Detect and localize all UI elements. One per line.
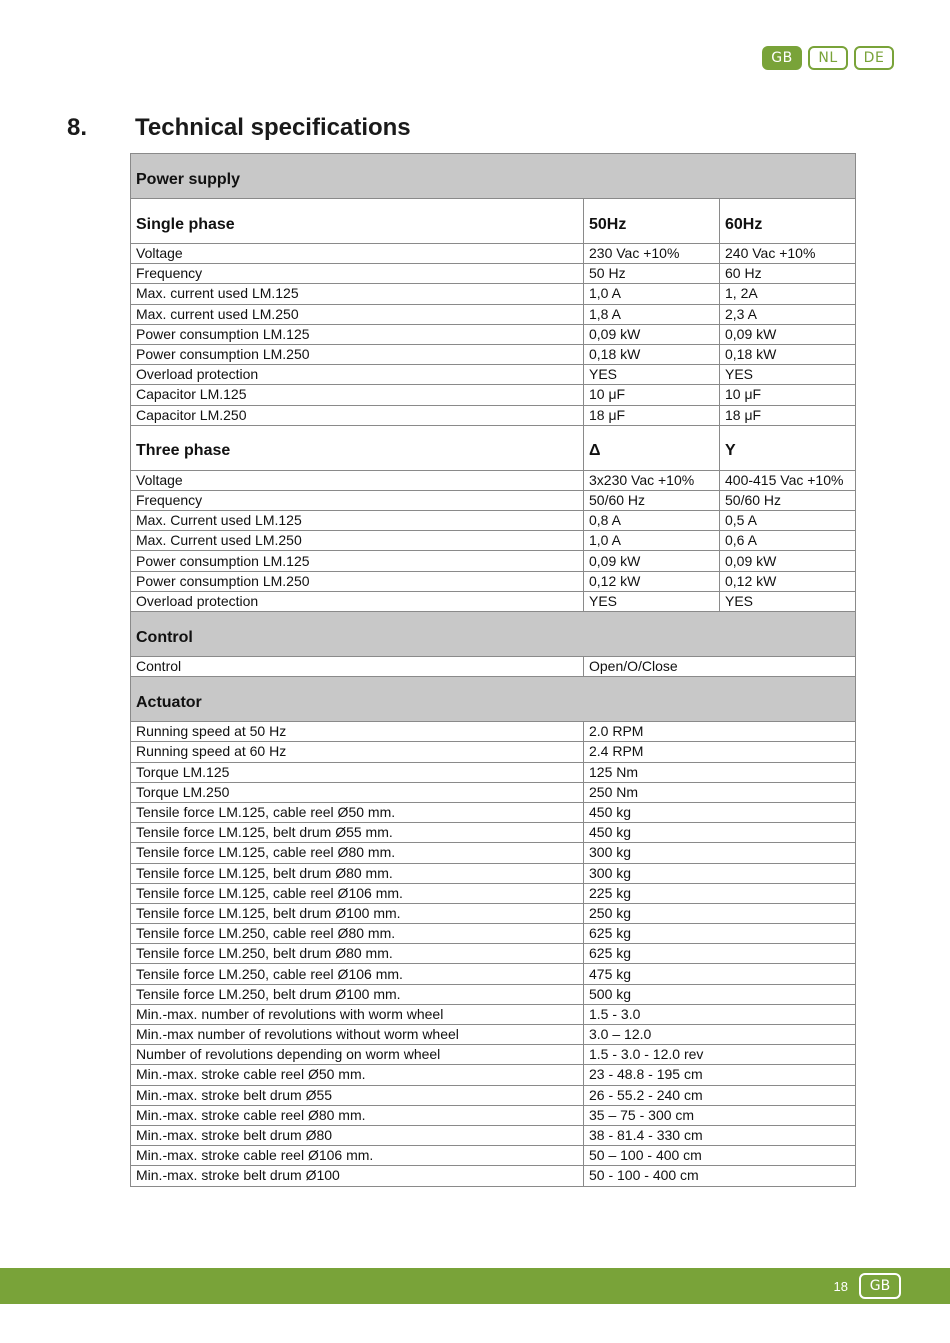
page-heading [67,114,411,142]
table-row [131,657,856,677]
spec-value: 500 kg [584,984,856,1004]
spec-value: 2.4 RPM [584,742,856,762]
table-row [131,304,856,324]
spec-value: 250 Nm [584,782,856,802]
spec-value: 250 kg [584,903,856,923]
spec-value: 625 kg [584,924,856,944]
spec-value: 38 - 81.4 - 330 cm [584,1125,856,1145]
table-row [131,571,856,591]
spec-label: Running speed at 60 Hz [131,742,584,762]
subsection-header-three-phase [131,425,856,470]
table-row [131,344,856,364]
spec-value: YES [720,365,856,385]
table-row [131,984,856,1004]
spec-label: Power consumption LM.250 [131,571,584,591]
spec-value: 1, 2A [720,284,856,304]
column-header: Y [720,425,856,470]
spec-label: Tensile force LM.125, cable reel Ø106 mm. [131,883,584,903]
page-title: Technical specifications [135,114,411,141]
spec-value: 1,0 A [584,284,720,304]
table-row [131,1065,856,1085]
spec-label: Power consumption LM.125 [131,324,584,344]
spec-value: 400-415 Vac +10% [720,470,856,490]
spec-label: Tensile force LM.125, cable reel Ø80 mm. [131,843,584,863]
table-row [131,802,856,822]
spec-value: 300 kg [584,863,856,883]
table-row [131,1105,856,1125]
table-row [131,470,856,490]
spec-value: YES [584,591,720,611]
spec-label: Tensile force LM.125, belt drum Ø55 mm. [131,823,584,843]
spec-value: 1,0 A [584,531,720,551]
spec-label: Torque LM.125 [131,762,584,782]
spec-label: Capacitor LM.125 [131,385,584,405]
footer-language-badge: GB [859,1273,901,1299]
page-number: 18 [833,1279,848,1294]
table-row [131,924,856,944]
column-header: Δ [584,425,720,470]
spec-value: 125 Nm [584,762,856,782]
spec-value: 2.0 RPM [584,722,856,742]
table-row [131,883,856,903]
spec-value: 26 - 55.2 - 240 cm [584,1085,856,1105]
table-row [131,722,856,742]
spec-value: 0,18 kW [720,344,856,364]
spec-label: Power consumption LM.250 [131,344,584,364]
spec-value: 0,09 kW [720,324,856,344]
spec-value: 240 Vac +10% [720,244,856,264]
spec-label: Max. Current used LM.125 [131,511,584,531]
spec-label: Torque LM.250 [131,782,584,802]
spec-value: 10 μF [720,385,856,405]
lang-tab-nl[interactable]: NL [808,46,848,70]
spec-value: 1.5 - 3.0 - 12.0 rev [584,1045,856,1065]
section-number: 8. [67,114,88,141]
spec-label: Power consumption LM.125 [131,551,584,571]
spec-value: 0,8 A [584,511,720,531]
spec-label: Min.-max. stroke cable reel Ø80 mm. [131,1105,584,1125]
footer-bar [0,1268,950,1304]
spec-label: Overload protection [131,591,584,611]
spec-value: 450 kg [584,823,856,843]
table-row [131,1166,856,1186]
spec-value: 0,5 A [720,511,856,531]
spec-label: Max. current used LM.125 [131,284,584,304]
lang-tab-gb[interactable]: GB [762,46,802,70]
table-row [131,551,856,571]
spec-value: 23 - 48.8 - 195 cm [584,1065,856,1085]
subsection-title: Single phase [131,199,584,244]
spec-label: Tensile force LM.250, belt drum Ø100 mm. [131,984,584,1004]
spec-label: Min.-max. stroke cable reel Ø50 mm. [131,1065,584,1085]
spec-value: 450 kg [584,802,856,822]
table-row [131,531,856,551]
section-title: Actuator [131,677,856,722]
spec-label: Tensile force LM.125, cable reel Ø50 mm. [131,802,584,822]
section-header-control [131,612,856,657]
spec-value: 230 Vac +10% [584,244,720,264]
table-row [131,1025,856,1045]
spec-label: Frequency [131,490,584,510]
table-row [131,1146,856,1166]
spec-label: Tensile force LM.125, belt drum Ø80 mm. [131,863,584,883]
table-row [131,742,856,762]
spec-value: 0,6 A [720,531,856,551]
spec-label: Number of revolutions depending on worm wheel [131,1045,584,1065]
spec-table [130,153,856,1187]
spec-value: 3x230 Vac +10% [584,470,720,490]
spec-value: 625 kg [584,944,856,964]
spec-label: Min.-max. stroke cable reel Ø106 mm. [131,1146,584,1166]
spec-value: 475 kg [584,964,856,984]
spec-value: 1.5 - 3.0 [584,1004,856,1024]
spec-label: Voltage [131,470,584,490]
section-title: Control [131,612,856,657]
spec-label: Min.-max. stroke belt drum Ø80 [131,1125,584,1145]
section-header-actuator [131,677,856,722]
table-row [131,324,856,344]
spec-value: 18 μF [720,405,856,425]
spec-value: 0,12 kW [720,571,856,591]
spec-label: Tensile force LM.125, belt drum Ø100 mm. [131,903,584,923]
subsection-header-single-phase [131,199,856,244]
table-row [131,1125,856,1145]
spec-value: 0,09 kW [584,551,720,571]
section-header-power-supply [131,154,856,199]
spec-value: 35 – 75 - 300 cm [584,1105,856,1125]
spec-label: Min.-max. stroke belt drum Ø100 [131,1166,584,1186]
table-row [131,264,856,284]
table-row [131,1045,856,1065]
spec-value: 225 kg [584,883,856,903]
spec-value: 0,18 kW [584,344,720,364]
spec-label: Tensile force LM.250, cable reel Ø80 mm. [131,924,584,944]
spec-value: 300 kg [584,843,856,863]
spec-value: 0,09 kW [584,324,720,344]
table-row [131,843,856,863]
table-row [131,385,856,405]
table-row [131,365,856,385]
table-row [131,823,856,843]
subsection-title: Three phase [131,425,584,470]
spec-label: Running speed at 50 Hz [131,722,584,742]
spec-label: Min.-max. number of revolutions with worm wheel [131,1004,584,1024]
spec-value: YES [584,365,720,385]
table-row [131,903,856,923]
spec-label: Max. Current used LM.250 [131,531,584,551]
spec-value: 50 – 100 - 400 cm [584,1146,856,1166]
spec-value: 50/60 Hz [584,490,720,510]
spec-value: 18 μF [584,405,720,425]
spec-label: Frequency [131,264,584,284]
spec-value: 0,12 kW [584,571,720,591]
table-row [131,863,856,883]
table-row [131,762,856,782]
spec-value: 50 - 100 - 400 cm [584,1166,856,1186]
spec-value: 10 μF [584,385,720,405]
section-title: Power supply [131,154,856,199]
spec-value: Open/O/Close [584,657,856,677]
spec-label: Max. current used LM.250 [131,304,584,324]
spec-value: 0,09 kW [720,551,856,571]
spec-label: Tensile force LM.250, belt drum Ø80 mm. [131,944,584,964]
spec-value: 60 Hz [720,264,856,284]
spec-label: Min.-max number of revolutions without worm wheel [131,1025,584,1045]
table-row [131,284,856,304]
spec-value: YES [720,591,856,611]
spec-value: 50/60 Hz [720,490,856,510]
table-row [131,511,856,531]
spec-label: Overload protection [131,365,584,385]
language-switcher [762,46,894,70]
table-row [131,964,856,984]
spec-value: 3.0 – 12.0 [584,1025,856,1045]
table-row [131,591,856,611]
spec-label: Control [131,657,584,677]
column-header: 50Hz [584,199,720,244]
spec-value: 2,3 A [720,304,856,324]
spec-label: Voltage [131,244,584,264]
spec-label: Min.-max. stroke belt drum Ø55 [131,1085,584,1105]
lang-tab-de[interactable]: DE [854,46,894,70]
spec-value: 50 Hz [584,264,720,284]
table-row [131,1004,856,1024]
spec-value: 1,8 A [584,304,720,324]
column-header: 60Hz [720,199,856,244]
spec-label: Capacitor LM.250 [131,405,584,425]
table-row [131,244,856,264]
spec-label: Tensile force LM.250, cable reel Ø106 mm. [131,964,584,984]
table-row [131,490,856,510]
table-row [131,405,856,425]
table-row [131,782,856,802]
table-row [131,944,856,964]
table-row [131,1085,856,1105]
